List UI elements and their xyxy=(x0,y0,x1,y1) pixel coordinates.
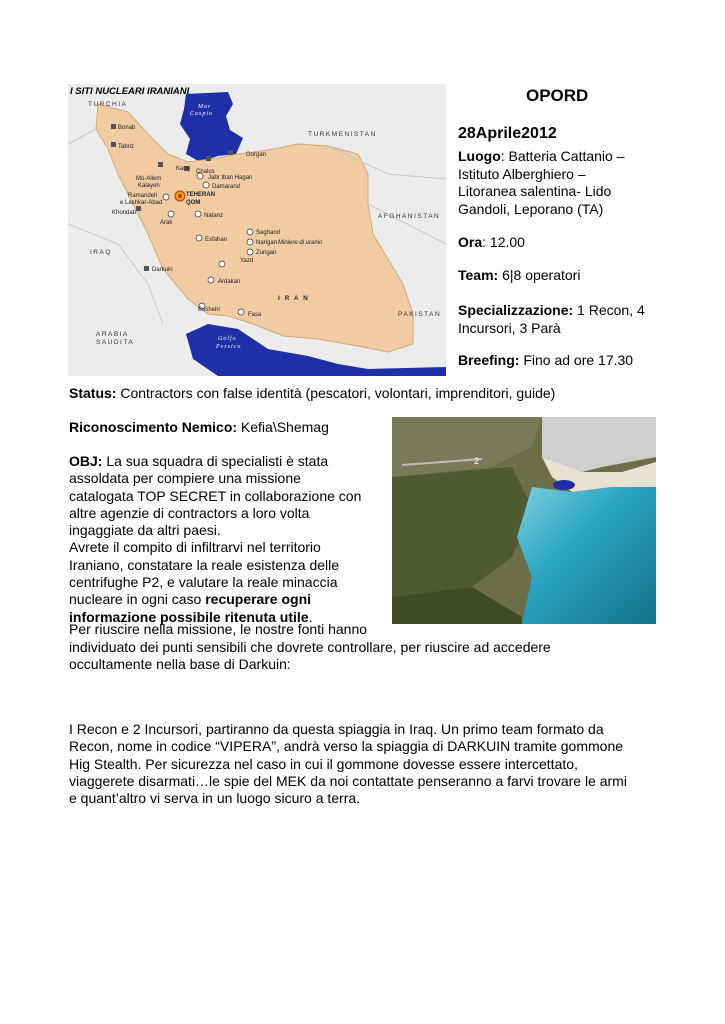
plan-line: Hig Stealth. Per sicurezza nel caso in cui il gommone dovesse essere intercettato, xyxy=(69,755,578,772)
fonti-line: Per riuscire nella missione, le nostre fonti hanno xyxy=(69,621,368,637)
luogo-line: : Batteria Cattanio – xyxy=(500,148,625,164)
riconoscimento-line xyxy=(69,419,329,437)
map-site-ramandeh: Ramandeh xyxy=(128,193,158,199)
plan-paragraph xyxy=(69,721,659,807)
map-site-karaj: Karaj xyxy=(176,166,191,172)
luogo-line: Gandoli, Leporano (TA) xyxy=(458,200,604,217)
plan-line: e quant’altro vi serva in un luogo sicuro a terra. xyxy=(69,790,361,807)
plan-line: viaggerete disarmati…le spie del MEK da noi contattate penseranno a farvi trovare le armi xyxy=(69,772,627,789)
spec-label: Specializzazione: xyxy=(458,302,574,318)
luogo-block xyxy=(458,148,668,218)
fonti-paragraph xyxy=(69,621,659,674)
map-site-chalus: Chalus xyxy=(196,169,215,175)
ora-value: : 12.00 xyxy=(482,234,525,250)
obj-line: La sua squadra di specialisti è stata xyxy=(102,453,329,469)
map-label-saudita: SAUDITA xyxy=(96,339,135,346)
luogo-label: Luogo xyxy=(458,148,501,164)
map-site-kalayeh: Kalayeh xyxy=(138,183,160,189)
team-label: Team: xyxy=(458,267,499,283)
beach-satellite-photo xyxy=(392,417,656,624)
obj-line: ingaggiate da altri paesi. xyxy=(69,522,221,539)
obj-bold: informazione possibile ritenuta utile xyxy=(69,608,309,625)
spec-value: 1 Recon, 4 xyxy=(573,302,645,318)
fonti-line: individuato dei punti sensibili che dovrete controllare, per riuscire ad accedere xyxy=(69,638,551,655)
team-block xyxy=(458,267,668,285)
plan-line: I Recon e 2 Incursori, partiranno da questa spiaggia in Iraq. Un primo team formato da xyxy=(69,721,604,737)
luogo-line: Litoranea salentina- Lido xyxy=(458,183,612,199)
map-site-ardakan: Ardakan xyxy=(218,279,241,285)
map-label-mar: Mar xyxy=(198,104,212,110)
plan-line: Recon, nome in codice “VIPERA”, andrà verso la spiaggia di DARKUIN tramite gommone xyxy=(69,738,624,755)
fonti-line: occultamente nella base di Darkuin: xyxy=(69,656,291,672)
status-value: Contractors con false identità (pescatori, volontari, imprenditori, guide) xyxy=(116,385,556,401)
map-site-gorgan: Gorgan xyxy=(246,152,267,158)
briefing-value: Fino ad ore 17.30 xyxy=(519,352,634,368)
page-title: OPORD xyxy=(526,86,589,105)
obj-line: Avrete il compito di infiltrarvi nel territorio xyxy=(69,539,321,556)
map-label-turchia: TURCHIA xyxy=(88,101,128,108)
photo-label: 2 xyxy=(474,456,480,466)
map-title: I SITI NUCLEARI IRANIANI xyxy=(70,86,190,97)
obj-line: Iraniano, constatare la reale esistenza delle xyxy=(69,556,340,573)
map-site-khondab: Khondab xyxy=(112,210,137,216)
map-site-bonab: Bonab xyxy=(118,125,136,131)
obj-label: OBJ: xyxy=(69,453,103,469)
map-site-arak: Arak xyxy=(160,220,173,226)
obj-paragraph xyxy=(69,453,399,626)
map-site-saghand: Saghand xyxy=(256,230,281,236)
ora-block xyxy=(458,234,668,252)
map-site-lashkar: e Lashkar-Abad xyxy=(120,200,163,206)
map-site-miniere: Miniere di uranio xyxy=(278,240,323,246)
obj-line: catalogata TOP SECRET in collaborazione con xyxy=(69,487,362,504)
obj-line: assoldata per compiere una missione xyxy=(69,470,301,487)
map-site-esfahan: Esfahan xyxy=(205,237,228,243)
map-label-persico: Persico xyxy=(216,344,242,350)
map-site-yazd: Yazd xyxy=(240,258,254,264)
map-site-fasa: Fasa xyxy=(248,312,262,318)
map-label-turkmenistan: TURKMENISTAN xyxy=(308,131,377,138)
iran-nuclear-sites-map xyxy=(68,84,446,376)
specializzazione-block xyxy=(458,302,668,337)
map-site-mo-allem: Mo-Allem xyxy=(136,176,162,182)
obj-line: centrifughe P2, e valutare la reale minaccia xyxy=(69,574,338,591)
status-line xyxy=(69,385,555,403)
opord-date: 28Aprile2012 xyxy=(458,125,557,142)
spec-value: Incursori, 3 Parà xyxy=(458,319,561,336)
status-label: Status: xyxy=(69,385,117,401)
map-label-iraq: IRAQ xyxy=(90,249,112,256)
map-site-jabr: Jabr Iban Hagan xyxy=(208,175,253,181)
map-label-afghanistan: AFGHANISTAN xyxy=(378,213,441,220)
map-site-tabriz: Tabriz xyxy=(118,144,135,150)
obj-bold: recuperare ogni xyxy=(205,591,312,608)
briefing-block xyxy=(458,352,688,370)
map-label-arabia: ARABIA xyxy=(96,331,129,338)
map-site-zurigan: Zurigan xyxy=(256,250,277,256)
obj-line: . xyxy=(308,608,313,625)
riconoscimento-value: Kefia\Shemag xyxy=(237,419,329,435)
map-label-caspio: Caspio xyxy=(190,111,214,117)
map-site-teheran: TEHERAN xyxy=(186,192,216,198)
map-site-darkuin: Darkuin xyxy=(152,267,173,273)
map-label-golfo: Golfo xyxy=(218,336,237,342)
map-site-narigan: Narigan xyxy=(256,240,278,246)
obj-line: altre agenzie di contractors a loro volta xyxy=(69,504,310,521)
ora-label: Ora xyxy=(458,234,483,250)
team-value: 6|8 operatori xyxy=(498,267,581,283)
map-site-qom: QOM xyxy=(186,200,201,206)
map-label-iran: I R A N xyxy=(278,295,310,302)
map-site-natanz: Natanz xyxy=(204,213,224,219)
briefing-label: Breefing: xyxy=(458,352,520,368)
map-site-damarand: Damarand xyxy=(212,184,241,190)
map-label-pakistan: PAKISTAN xyxy=(398,311,442,318)
obj-line: nucleare in ogni caso xyxy=(69,591,206,608)
luogo-line: Istituto Alberghiero – xyxy=(458,165,586,182)
riconoscimento-label: Riconoscimento Nemico: xyxy=(69,419,238,435)
map-site-bushehr: Bushehr xyxy=(198,307,221,313)
